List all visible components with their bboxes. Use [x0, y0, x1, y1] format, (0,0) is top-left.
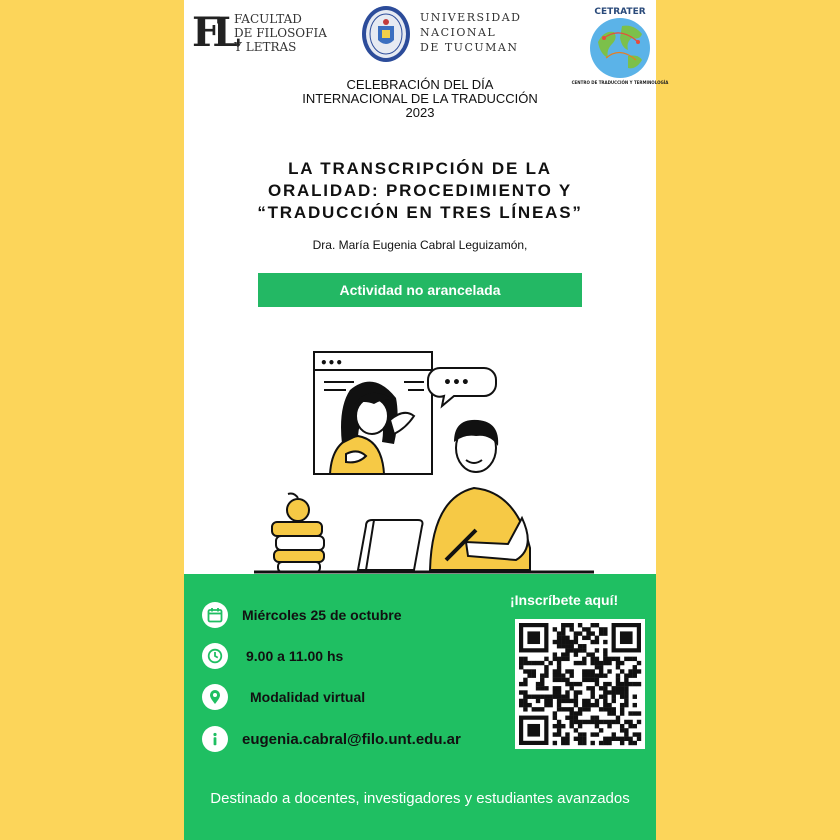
speech-dots: ••• [443, 375, 470, 391]
cetrater-subtitle: CENTRO DE TRADUCCIÓN Y TERMINOLOGÍA [571, 80, 669, 85]
calendar-icon [202, 602, 228, 628]
time-row [202, 643, 343, 669]
signup-qr-code[interactable] [515, 619, 645, 749]
browser-dots: ••• [320, 356, 344, 370]
university-name: UNIVERSIDAD NACIONAL DE TUCUMAN [420, 11, 522, 54]
speaker-name: Dra. María Eugenia Cabral Leguizamón, [312, 238, 528, 252]
event-details-panel [184, 574, 656, 840]
celebration-heading: CELEBRACIÓN DEL DÍA INTERNACIONAL DE LA TRADUCCIÓN 2023 [302, 77, 538, 120]
online-class-illustration [254, 348, 594, 574]
faculty-name: FACULTAD DE FILOSOFIA Y LETRAS [234, 12, 327, 54]
email-row [202, 726, 461, 752]
qr-finder-square [620, 631, 633, 644]
contact-email[interactable]: eugenia.cabral@filo.unt.edu.ar [242, 730, 461, 748]
faculty-logo-mark: FL [192, 9, 233, 56]
free-activity-badge: Actividad no arancelada [258, 273, 582, 307]
university-seal-icon [360, 4, 412, 64]
info-icon [202, 726, 228, 752]
qr-finder-square [527, 724, 540, 737]
faculty-logo [188, 8, 338, 58]
date-row [202, 602, 402, 628]
fruit [287, 499, 309, 521]
event-time: 9.00 a 11.00 hs [246, 648, 344, 664]
cetrater-logo [571, 2, 669, 88]
event-title: LA TRANSCRIPCIÓN DE LA ORALIDAD: PROCEDIMIENTO Y “TRADUCCIÓN EN TRES LÍNEAS” [257, 159, 583, 222]
globe-icon [571, 2, 669, 88]
modality-row [202, 684, 365, 710]
cetrater-label: CETRATER [594, 7, 646, 17]
event-modality: Modalidad virtual [250, 689, 366, 705]
audience-text: Destinado a docentes, investigadores y estudiantes avanzados [210, 790, 630, 807]
clock-icon [202, 643, 228, 669]
event-date: Miércoles 25 de octubre [242, 607, 402, 623]
qr-finder-square [527, 631, 540, 644]
location-pin-icon [202, 684, 228, 710]
book-stack [272, 522, 322, 536]
signup-label: ¡Inscríbete aquí! [510, 592, 619, 608]
event-poster [184, 0, 669, 840]
